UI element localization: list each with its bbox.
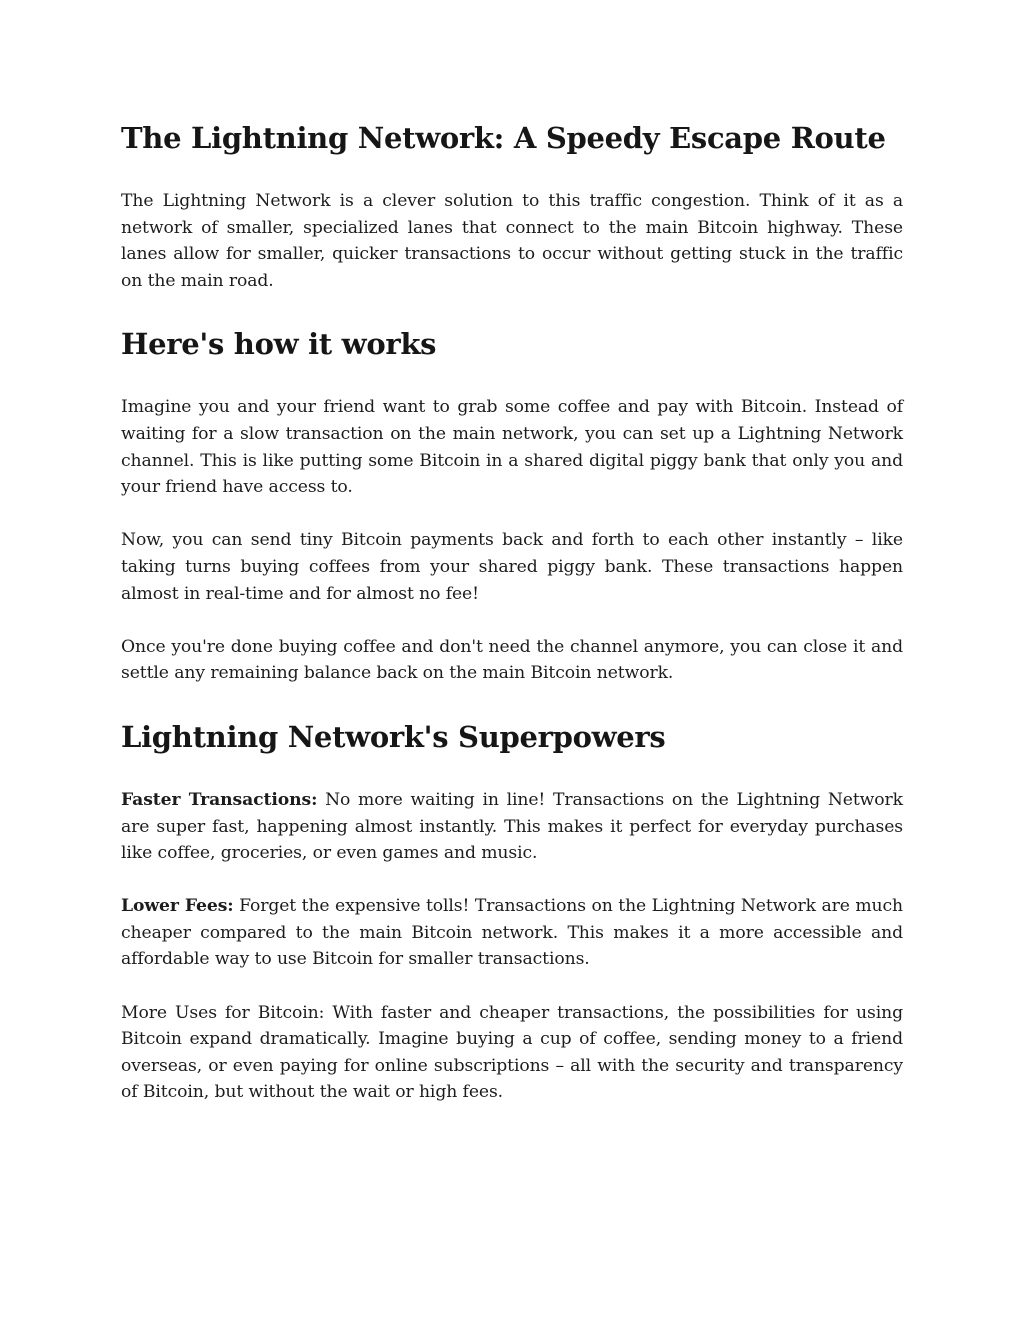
page-title: The Lightning Network: A Speedy Escape Route (121, 121, 886, 155)
how-it-works-heading: Here's how it works (121, 327, 437, 362)
superpower-lower-fees (121, 893, 903, 973)
superpowers-heading: Lightning Network's Superpowers (121, 719, 666, 754)
superpower-term: Lower Fees: (121, 896, 234, 917)
superpower-more-uses (121, 1000, 903, 1106)
superpower-text: No more waiting in line! Transactions on the Lightning Network are super fast, happening almost instantly. This makes it perfect for everyday purchases like coffee, groceries, or even games and music. (121, 789, 903, 864)
superpower-text: More Uses for Bitcoin: With faster and cheaper transactions, the possibilities for using Bitcoin expand dramatically. Imagine buying a cup of coffee, sending money to a friend overseas, or even paying for online subscriptions – all with the security and transparency of Bitcoin, but without the wait or high fees. (121, 1002, 903, 1103)
superpower-term: Faster Transactions: (121, 789, 318, 810)
document-page (121, 118, 903, 1106)
how-it-works-paragraph-2: Now, you can send tiny Bitcoin payments back and forth to each other instantly – like taking turns buying coffees from your shared piggy bank. These transactions happen almost in real-time and for almost no fee! (121, 530, 903, 604)
how-it-works-paragraph-1: Imagine you and your friend want to grab some coffee and pay with Bitcoin. Instead of waiting for a slow transaction on the main network, you can set up a Lightning Network channel. This is like putting some Bitcoin in a shared digital piggy bank that only you and your friend have access to. (121, 397, 903, 498)
how-it-works-paragraph-3: Once you're done buying coffee and don't need the channel anymore, you can close it and settle any remaining balance back on the main Bitcoin network. (121, 636, 903, 684)
superpower-faster-transactions (121, 787, 903, 867)
intro-paragraph: The Lightning Network is a clever solution to this traffic congestion. Think of it as a network of smaller, specialized lanes that connect to the main Bitcoin highway. These lanes allow for smaller, quicker transactions to occur without getting stuck in the traffic on the main road. (121, 191, 903, 291)
superpower-text: Forget the expensive tolls! Transactions on the Lightning Network are much cheaper compared to the main Bitcoin network. This makes it a more accessible and affordable way to use Bitcoin for smaller transactions. (121, 896, 903, 970)
